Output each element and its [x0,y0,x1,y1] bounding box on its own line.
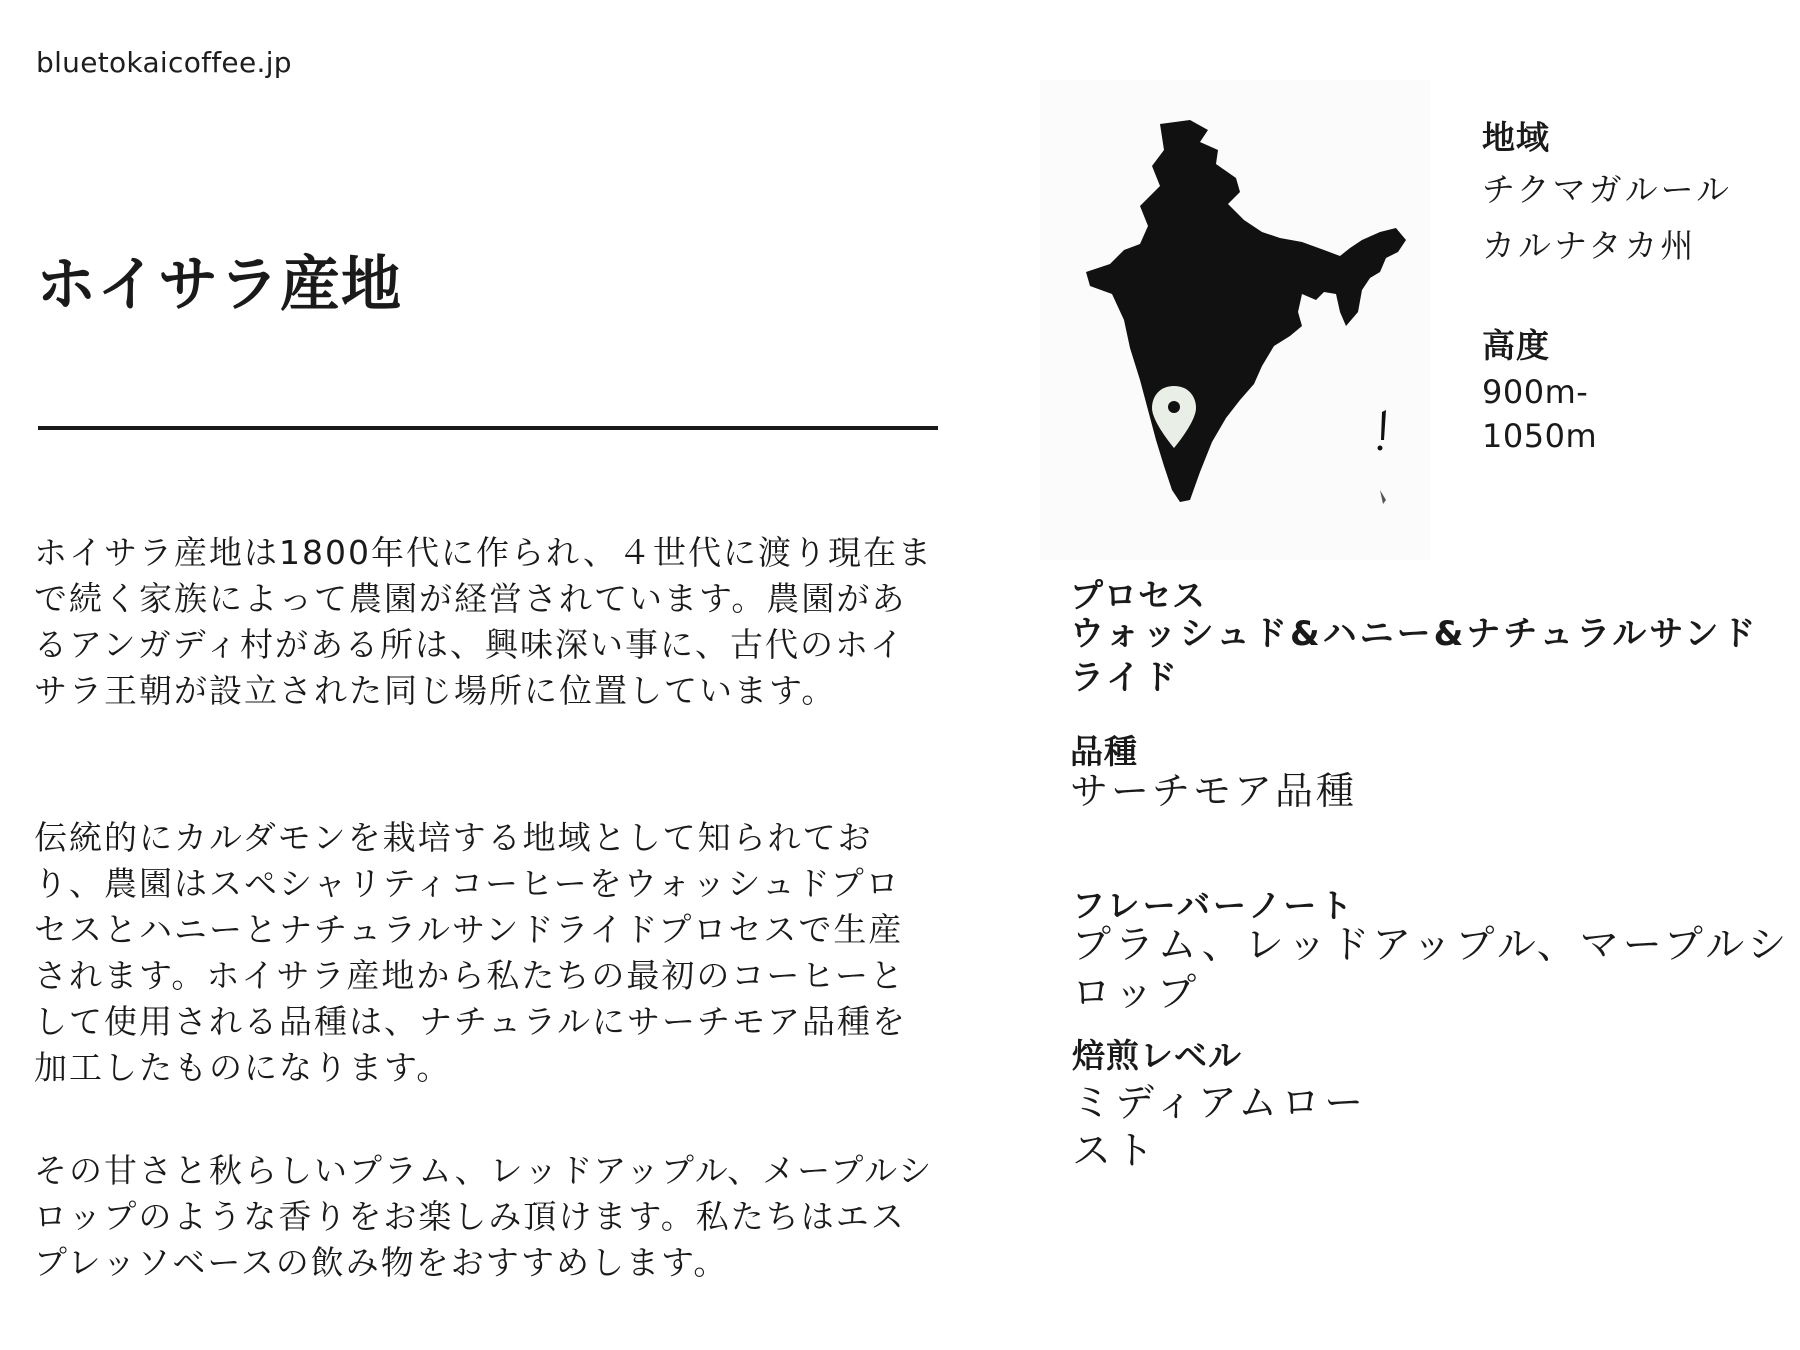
site-domain: bluetokaicoffee.jp [36,46,292,79]
india-silhouette [1086,120,1406,502]
description-paragraph-1: ホイサラ産地は1800年代に作られ、４世代に渡り現在まで続く家族によって農園が経営されています。農園があるアンガディ村がある所は、興味深い事に、古代のホイサラ王朝が設立された同じ場所に位置しています。 [34,533,933,710]
roast-level-value: ミディアムロースト [1072,1081,1368,1174]
india-map [1040,80,1430,560]
island-mark-small [1380,490,1386,504]
title-divider [38,426,938,430]
altitude-label: 高度 [1482,326,1550,365]
island-mark [1381,410,1386,440]
process-label: プロセス [1070,576,1206,615]
process-value: ウォッシュド&ハニー&ナチュラルサンドライド [1070,614,1759,698]
flavor-notes-value: プラム、レッドアップル、マープルシロップ [1072,923,1791,1016]
india-map-icon [1040,80,1430,560]
island-dot [1378,446,1383,451]
variety-value: サーチモア品種 [1070,769,1358,813]
description-paragraph-3: その甘さと秋らしいプラム、レッドアップル、メープルシロップのような香りをお楽しみ頂けます。私たちはエスプレッソベースの飲み物をおすすめします。 [34,1151,934,1282]
description-paragraph-2: 伝統的にカルダモンを栽培する地域として知られており、農園はスペシャリティコーヒーをウォッシュドプロセスとハニーとナチュラルサンドライドプロセスで生産されます。ホイサラ産地から私たちの最初のコーヒーとして使用される品種は、ナチュラルにサーチモア品種を加工したものになります。 [34,818,908,1087]
location-pin-dot [1168,401,1180,413]
region-value: チクマガルール カルナタカ州 [1482,170,1733,265]
variety-label: 品種 [1070,732,1138,771]
region-label: 地域 [1482,118,1550,157]
roast-level-label: 焙煎レベル [1072,1036,1242,1075]
page-title: ホイサラ産地 [36,250,402,320]
flavor-notes-label: フレーバーノート [1072,886,1356,925]
altitude-value: 900m- 1050m [1482,373,1598,455]
